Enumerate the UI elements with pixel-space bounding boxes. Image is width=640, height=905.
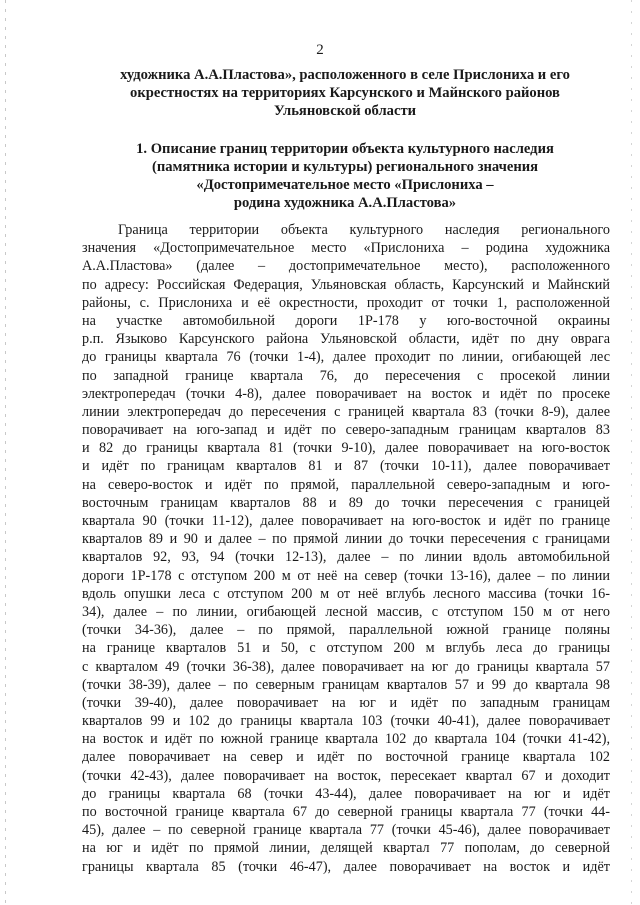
scan-edge-left [5, 0, 6, 905]
paragraph-line: районы, с. Прислониха и её окрестности, проходит от точки 1, расположенной [82, 294, 610, 311]
section-heading-line: «Достопримечательное место «Прислониха – [196, 177, 494, 193]
paragraph-line: до границы квартала 76 (точки 1-4), далее проходит по линии, огибающей лес [82, 349, 610, 366]
paragraph-line: электропередач (точки 4-8), далее поворачивает на восток и идёт по просеке [82, 385, 610, 402]
title-line: художника А.А.Пластова», расположенного в селе Прислониха и его [120, 67, 570, 83]
paragraph-line: (точки 34-36), далее – по прямой, параллельной южной границе поляны [82, 622, 610, 639]
paragraph-line: границы квартала 85 (точки 46-47), далее поворачивает на восток и идёт [82, 858, 610, 875]
paragraph-line: А.А.Пластова» (далее – достопримечательное место), расположенного [82, 258, 610, 275]
section-heading-line: родина художника А.А.Пластова» [233, 195, 457, 211]
paragraph-line: кварталов 89 и 90 и далее – по прямой линии до точки пересечения с границами [82, 531, 610, 548]
paragraph-line: кварталов 92, 93, 94 (точки 12-13), далее – по линии вдоль автомобильной [82, 549, 610, 566]
paragraph-line: вдоль опушки леса с отступом 200 м от неё вглубь лесного массива (точки 16- [82, 585, 610, 602]
page-number: 2 [316, 42, 324, 58]
paragraph-line: и 82 до границы квартала 81 (точки 9-10), далее поворачивает на юго-восток [82, 440, 610, 457]
paragraph-line: р.п. Языково Карсунского района Ульяновской области, идёт по дну оврага [82, 331, 610, 348]
paragraph-line: по западной границе квартала 76, до пересечения с просекой линии [82, 367, 610, 384]
paragraph-line: по восточной границе квартала 67 до северной границы квартала 77 (точки 44- [82, 804, 610, 820]
section-heading [80, 140, 610, 212]
paragraph-line: на юг и идёт по прямой линии, делящей квартал 77 пополам, до северной [82, 840, 610, 857]
paragraph-line: кварталов 99 и 102 до границы квартала 103 (точки 40-41), далее поворачивает [82, 713, 610, 730]
scan-edge-right [631, 0, 632, 905]
paragraph-line: на северо-восток и идёт по прямой, параллельной северо-западным и юго- [82, 476, 610, 493]
paragraph-line: на восток и идёт по южной границе квартала 102 до квартала 104 (точки 41-42), [82, 731, 610, 748]
paragraph-line: на участке автомобильной дороги 1Р-178 у юго-восточной окраины [82, 312, 610, 329]
title-continuation [80, 66, 610, 120]
paragraph-line: 45), далее – по северной границе квартала 77 (точки 45-46), далее поворачивает [82, 822, 610, 839]
paragraph-line: на границе кварталов 51 и 50, с отступом 200 м вглубь леса до границы [82, 640, 610, 657]
boundary-description-paragraph [82, 221, 610, 876]
title-line: окрестностях на территориях Карсунского и Майнского районов [130, 85, 560, 101]
paragraph-line: с кварталом 49 (точки 36-38), далее поворачивает на юг до границы квартала 57 [82, 658, 610, 675]
paragraph-line: восточным границам кварталов 88 и 89 до точки пересечения с границей [82, 494, 610, 511]
paragraph-line: дороги 1Р-178 с отступом 200 м от неё на север (точки 13-16), далее – по линии [82, 567, 610, 584]
paragraph-line: значения «Достопримечательное место «Прислониха – родина художника [82, 240, 610, 257]
title-line: Ульяновской области [273, 103, 417, 119]
paragraph-line: квартала 90 (точки 11-12), далее поворачивает на юго-восток и идёт по границе [82, 513, 610, 529]
paragraph-line: по адресу: Российская Федерация, Ульяновская область, Карсунский и Майнский [82, 276, 610, 293]
paragraph-line: (точки 39-40), далее поворачивает на юг и идёт по западным границам [82, 694, 610, 711]
paragraph-line: и идёт по границам кварталов 81 и 87 (точки 10-11), далее поворачивает [82, 458, 610, 475]
paragraph-line: Граница территории объекта культурного наследия регионального [118, 222, 610, 238]
paragraph-line: (точки 42-43), далее поворачивает на восток, пересекает квартал 67 и доходит [82, 767, 610, 784]
paragraph-line: 34), далее – по линии, огибающей лесной массив, с отступом 150 м от него [82, 603, 610, 620]
paragraph-line: поворачивает на юго-запад и идёт по северо-западным границам кварталов 83 [82, 422, 610, 439]
section-heading-line: (памятника истории и культуры) регионального значения [151, 159, 539, 175]
section-heading-line: 1. Описание границ территории объекта культурного наследия [136, 141, 554, 157]
paragraph-line: (точки 38-39), далее – по северным границам кварталов 57 и 99 до квартала 98 [82, 676, 610, 693]
paragraph-line: далее поворачивает на север и идёт по восточной границе квартала 102 [82, 749, 610, 766]
paragraph-line: до границы квартала 68 (точки 43-44), далее поворачивает на юг и идёт [82, 785, 610, 802]
paragraph-line: линии электропередач до пересечения с границей квартала 83 (точки 8-9), далее [82, 403, 610, 420]
